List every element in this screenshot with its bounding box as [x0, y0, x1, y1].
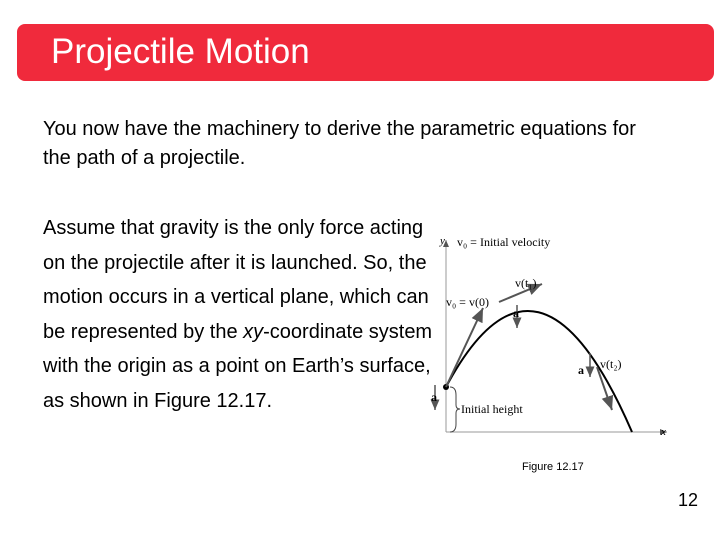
intro-paragraph: You now have the machinery to derive the parametric equations for the path of a projectile.	[43, 118, 636, 169]
figure-caption: Figure 12.17	[522, 461, 584, 473]
projectile-diagram	[427, 225, 677, 445]
assumption-text-start: Assume that gravity is the only force acting on the projectile after it is launched. So, the motion occurs in a vertical plane, which can be represented by the	[43, 217, 429, 343]
acceleration-label-3: a	[578, 363, 584, 377]
assumption-text-italic: xy	[243, 320, 264, 343]
v0-initial-velocity-label: v₀ = Initial velocity	[457, 235, 551, 249]
slide-title: Projectile Motion	[51, 32, 310, 71]
initial-height-brace	[450, 387, 460, 432]
acceleration-label-1: a	[431, 390, 437, 404]
page-number: 12	[678, 490, 699, 510]
velocity-t2-vector	[597, 367, 612, 410]
v0-equals-v0-label: v₀ = v(0)	[446, 295, 489, 309]
projectile-figure	[427, 225, 677, 445]
v-t2-label: v(t₂)	[600, 357, 622, 371]
v-t1-label: v(t₁)	[515, 276, 537, 290]
assumption-paragraph	[43, 211, 438, 419]
y-axis-label: y	[440, 235, 445, 247]
initial-height-label: Initial height	[461, 402, 523, 416]
title-bar	[17, 24, 714, 81]
x-axis-label: x	[661, 426, 666, 438]
assumption-text-end: -coordinate system with the origin as a point on Earth’s surface, as shown in Figure 12.17.	[43, 320, 433, 412]
initial-velocity-vector	[446, 308, 483, 387]
acceleration-label-2: a	[513, 306, 519, 320]
